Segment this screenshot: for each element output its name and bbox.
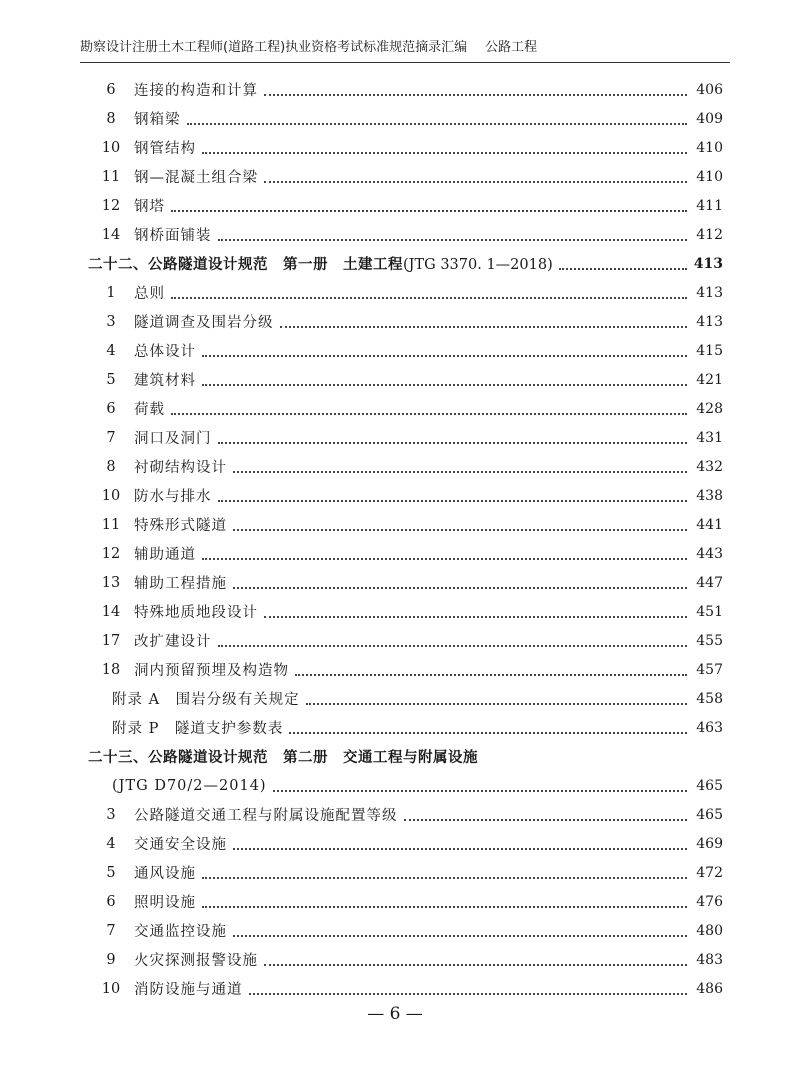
- toc-entry-title: 钢塔: [134, 199, 165, 215]
- toc-entry-number: 14: [101, 226, 121, 243]
- toc-entry-number: 11: [101, 168, 121, 185]
- toc-entry-number: 6: [106, 400, 116, 417]
- toc-chapter-row: [88, 742, 723, 771]
- toc-dot-leader: [218, 631, 688, 647]
- toc-page-number: 486: [696, 980, 723, 997]
- toc-dot-leader: [171, 196, 687, 212]
- toc-entry-title: 特殊地质地段设计: [134, 605, 258, 621]
- toc-entry-row: [88, 481, 723, 510]
- toc-entry-row: [88, 162, 723, 191]
- toc-dot-leader: [218, 428, 688, 444]
- toc-entry-row: [88, 278, 723, 307]
- toc-dot-leader: [233, 921, 687, 937]
- toc-entry-row: [88, 829, 723, 858]
- toc-entry-number: 7: [106, 429, 116, 446]
- toc-entry-row: [88, 75, 723, 104]
- toc-dot-leader: [404, 805, 688, 821]
- toc-entry-row: [88, 916, 723, 945]
- toc-entry-title: 钢管结构: [134, 141, 196, 157]
- toc-entry-number: 14: [101, 603, 121, 620]
- toc-page-number: 413: [693, 255, 723, 272]
- toc-entry-row: [88, 220, 723, 249]
- toc-entry-title: 特殊形式隧道: [134, 518, 227, 534]
- toc-entry-row: [88, 307, 723, 336]
- toc-entry-title: 附录 A 围岩分级有关规定: [112, 692, 300, 708]
- toc-entry-title: 建筑材料: [134, 373, 196, 389]
- toc-page-number: 413: [696, 284, 723, 301]
- toc-page-number: 472: [696, 864, 723, 881]
- toc-dot-leader: [264, 167, 687, 183]
- toc-entry-number: 7: [106, 922, 116, 939]
- toc-entry-row: [88, 655, 723, 684]
- toc-entry-title: 隧道调查及围岩分级: [134, 315, 274, 331]
- toc-entry-row: [88, 713, 723, 742]
- toc-page-number: 455: [696, 632, 723, 649]
- toc-entry-title: 照明设施: [134, 895, 196, 911]
- toc-dot-leader: [171, 399, 687, 415]
- toc-entry-title: 公路隧道交通工程与附属设施配置等级: [134, 808, 398, 824]
- toc-entry-number: 6: [106, 81, 116, 98]
- toc-dot-leader: [202, 341, 687, 357]
- toc-entry-title: 洞口及洞门: [134, 431, 212, 447]
- toc-entry-row: [88, 771, 723, 800]
- toc-entry-title: 荷载: [134, 402, 165, 418]
- toc-entry-number: 12: [101, 545, 121, 562]
- page-number: — 6 —: [367, 1004, 423, 1024]
- toc-entry-number: 13: [101, 574, 121, 591]
- toc-entry-title: 通风设施: [134, 866, 196, 882]
- toc-chapter-title: 二十三、公路隧道设计规范 第二册 交通工程与附属设施: [88, 749, 478, 766]
- toc-dot-leader: [202, 370, 687, 386]
- toc-entry-row: [88, 858, 723, 887]
- toc-entry-row: [88, 336, 723, 365]
- toc-dot-leader: [289, 718, 687, 734]
- toc-page-number: 458: [696, 690, 723, 707]
- toc-entry-title: 钢—混凝土组合梁: [134, 170, 258, 186]
- toc-entry-row: [88, 104, 723, 133]
- toc-entry-number: 10: [101, 139, 121, 156]
- toc-entry-title: 交通监控设施: [134, 924, 227, 940]
- toc-chapter-row: [88, 249, 723, 278]
- header-title: 勘察设计注册土木工程师(道路工程)执业资格考试标准规范摘录汇编: [80, 40, 468, 55]
- toc-dot-leader: [202, 863, 687, 879]
- toc-page-number: 412: [696, 226, 723, 243]
- toc-dot-leader: [202, 544, 687, 560]
- toc-dot-leader: [171, 283, 687, 299]
- toc-entry-title: 火灾探测报警设施: [134, 953, 258, 969]
- toc-entry-number: 18: [101, 661, 121, 678]
- toc-dot-leader: [202, 138, 687, 154]
- toc-page-number: 438: [696, 487, 723, 504]
- toc-dot-leader: [218, 486, 688, 502]
- toc-dot-leader: [280, 312, 688, 328]
- toc-page-number: 415: [696, 342, 723, 359]
- toc-dot-leader: [249, 979, 688, 995]
- toc-entry-title: 总体设计: [134, 344, 196, 360]
- toc-dot-leader: [306, 689, 687, 705]
- toc-entry-row: [88, 684, 723, 713]
- toc-page-number: 406: [696, 81, 723, 98]
- toc-page-number: 447: [696, 574, 723, 591]
- toc-entry-number: 5: [106, 371, 116, 388]
- toc-entry-number: 8: [106, 458, 116, 475]
- table-of-contents: [88, 75, 723, 1003]
- toc-entry-title: 衬砌结构设计: [134, 460, 227, 476]
- toc-entry-row: [88, 626, 723, 655]
- toc-page-number: 409: [696, 110, 723, 127]
- toc-entry-row: [88, 597, 723, 626]
- toc-entry-title: 改扩建设计: [134, 634, 212, 650]
- toc-page-number: 465: [696, 806, 723, 823]
- toc-page-number: 432: [696, 458, 723, 475]
- toc-entry-number: 12: [101, 197, 121, 214]
- toc-entry-row: [88, 423, 723, 452]
- toc-entry-number: 11: [101, 516, 121, 533]
- toc-page-number: 480: [696, 922, 723, 939]
- toc-entry-number: 10: [101, 487, 121, 504]
- toc-chapter-title: 二十二、公路隧道设计规范 第一册 土建工程(JTG 3370. 1—2018): [88, 256, 553, 273]
- toc-entry-row: [88, 510, 723, 539]
- toc-entry-title: 洞内预留预埋及构造物: [134, 663, 289, 679]
- toc-entry-number: 3: [106, 313, 116, 330]
- toc-page-number: 457: [696, 661, 723, 678]
- toc-dot-leader: [559, 254, 687, 270]
- toc-entry-row: [88, 945, 723, 974]
- toc-dot-leader: [233, 573, 687, 589]
- toc-page-number: 483: [696, 951, 723, 968]
- toc-page-number: 421: [696, 371, 723, 388]
- toc-entry-row: [88, 452, 723, 481]
- toc-dot-leader: [187, 109, 688, 125]
- toc-dot-leader: [264, 950, 687, 966]
- toc-entry-title: 消防设施与通道: [134, 982, 243, 998]
- toc-entry-number: 9: [106, 951, 116, 968]
- toc-page-number: 476: [696, 893, 723, 910]
- toc-entry-number: 3: [106, 806, 116, 823]
- toc-page-number: 441: [696, 516, 723, 533]
- toc-entry-title: 钢箱梁: [134, 112, 181, 128]
- toc-entry-title: 连接的构造和计算: [134, 83, 258, 99]
- toc-dot-leader: [233, 457, 687, 473]
- toc-entry-number: 4: [106, 342, 116, 359]
- toc-entry-title: 辅助工程措施: [134, 576, 227, 592]
- toc-entry-number: 10: [101, 980, 121, 997]
- toc-page-number: 413: [696, 313, 723, 330]
- toc-entry-row: [88, 394, 723, 423]
- toc-page-number: 465: [696, 777, 723, 794]
- toc-entry-title: 钢桥面铺装: [134, 228, 212, 244]
- toc-page-number: 411: [696, 197, 723, 214]
- toc-entry-number: 4: [106, 835, 116, 852]
- toc-entry-row: [88, 365, 723, 394]
- toc-dot-leader: [233, 834, 687, 850]
- toc-dot-leader: [218, 225, 688, 241]
- toc-dot-leader: [233, 515, 687, 531]
- toc-page-number: 443: [696, 545, 723, 562]
- toc-page-number: 428: [696, 400, 723, 417]
- toc-entry-number: 17: [101, 632, 121, 649]
- toc-page-number: 431: [696, 429, 723, 446]
- toc-dot-leader: [264, 602, 687, 618]
- toc-entry-row: [88, 568, 723, 597]
- toc-entry-number: 1: [106, 284, 116, 301]
- toc-entry-row: [88, 539, 723, 568]
- toc-dot-leader: [295, 660, 687, 676]
- toc-entry-title: 附录 P 隧道支护参数表: [112, 721, 284, 737]
- toc-page-number: 410: [696, 168, 723, 185]
- toc-page-number: 451: [696, 603, 723, 620]
- toc-entry-title: 总则: [134, 286, 165, 302]
- running-header: [80, 38, 730, 63]
- toc-entry-row: [88, 191, 723, 220]
- toc-entry-title: 交通安全设施: [134, 837, 227, 853]
- toc-entry-title: (JTG D70/2—2014): [112, 777, 267, 794]
- toc-entry-row: [88, 133, 723, 162]
- toc-entry-number: 6: [106, 893, 116, 910]
- toc-entry-number: 8: [106, 110, 116, 127]
- toc-entry-title: 防水与排水: [134, 489, 212, 505]
- toc-entry-row: [88, 800, 723, 829]
- toc-dot-leader: [202, 892, 687, 908]
- toc-page-number: 410: [696, 139, 723, 156]
- toc-standard-code: (JTG 3370. 1—2018): [403, 257, 553, 273]
- toc-dot-leader: [264, 80, 687, 96]
- toc-entry-number: 5: [106, 864, 116, 881]
- header-category: 公路工程: [485, 40, 538, 55]
- toc-dot-leader: [273, 776, 687, 792]
- toc-entry-row: [88, 974, 723, 1003]
- toc-page-number: 469: [696, 835, 723, 852]
- toc-entry-title: 辅助通道: [134, 547, 196, 563]
- toc-page-number: 463: [696, 719, 723, 736]
- toc-entry-row: [88, 887, 723, 916]
